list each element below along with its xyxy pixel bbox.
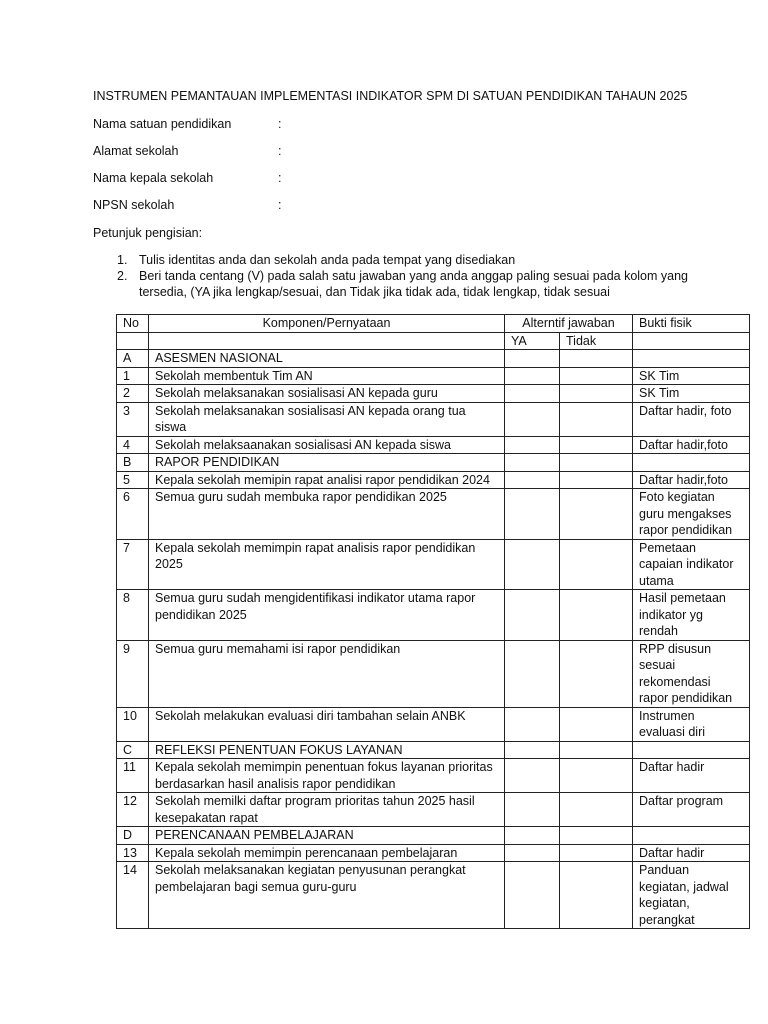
cell-no: 14 [117,862,149,929]
cell-statement: Kepala sekolah memimpin rapat analisis rapor pendidikan 2025 [149,539,505,590]
cell-statement: Semua guru sudah membuka rapor pendidikan 2025 [149,489,505,540]
cell-bukti: SK Tim [633,367,750,385]
subheader-empty [149,332,505,350]
cell-statement: Sekolah melaksanakan sosialisasi AN kepada orang tua siswa [149,402,505,436]
cell-no: 11 [117,759,149,793]
cell-statement: ASESMEN NASIONAL [149,350,505,368]
cell-bukti [633,741,750,759]
cell-bukti [633,827,750,845]
cell-ya-answer[interactable] [505,759,560,793]
instruction-item [93,252,693,268]
field-label: Nama kepala sekolah [93,171,214,185]
cell-bukti: Daftar hadir [633,759,750,793]
cell-ya-answer[interactable] [505,471,560,489]
cell-ya-answer[interactable] [505,844,560,862]
header-komponen: Komponen/Pernyataan [149,315,505,333]
cell-no: 8 [117,590,149,641]
cell-tidak-answer[interactable] [560,640,633,707]
table-header-row [117,315,750,333]
cell-tidak-answer[interactable] [560,707,633,741]
cell-ya-answer[interactable] [505,640,560,707]
cell-no: 9 [117,640,149,707]
cell-ya-answer[interactable] [505,402,560,436]
cell-tidak-answer[interactable] [560,759,633,793]
field-label: NPSN sekolah [93,198,175,212]
cell-tidak-answer[interactable] [560,350,633,368]
table-row [117,741,750,759]
cell-statement: PERENCANAAN PEMBELAJARAN [149,827,505,845]
cell-ya-answer[interactable] [505,793,560,827]
header-bukti: Bukti fisik [633,315,750,333]
table-row [117,367,750,385]
cell-bukti: Daftar hadir,foto [633,471,750,489]
document-title: INSTRUMEN PEMANTAUAN IMPLEMENTASI INDIKATOR SPM DI SATUAN PENDIDIKAN TAHAUN 2025 [93,89,688,103]
cell-tidak-answer[interactable] [560,367,633,385]
cell-bukti: Daftar hadir,foto [633,436,750,454]
field-label: Nama satuan pendidikan [93,117,232,131]
table-row [117,793,750,827]
cell-bukti: Pemetaan capaian indikator utama [633,539,750,590]
cell-bukti: SK Tim [633,385,750,403]
field-colon: : [278,198,282,212]
table-row [117,862,750,929]
cell-bukti: Hasil pemetaan indikator yg rendah [633,590,750,641]
cell-ya-answer[interactable] [505,367,560,385]
cell-tidak-answer[interactable] [560,385,633,403]
table-row [117,454,750,472]
cell-statement: Kepala sekolah memimpin perencanaan pembelajaran [149,844,505,862]
cell-no: B [117,454,149,472]
cell-ya-answer[interactable] [505,539,560,590]
cell-ya-answer[interactable] [505,436,560,454]
instruction-item [93,268,693,300]
cell-tidak-answer[interactable] [560,402,633,436]
header-alternatif: Alterntif jawaban [505,315,633,333]
cell-ya-answer[interactable] [505,707,560,741]
table-row [117,827,750,845]
cell-no: D [117,827,149,845]
cell-no: 2 [117,385,149,403]
cell-no: 7 [117,539,149,590]
table-row [117,844,750,862]
cell-statement: Kepala sekolah memimpin penentuan fokus layanan prioritas berdasarkan hasil analisis rapor pendidikan [149,759,505,793]
field-nama-satuan [93,116,282,132]
cell-tidak-answer[interactable] [560,436,633,454]
cell-statement: Sekolah membentuk Tim AN [149,367,505,385]
cell-statement: Sekolah melaksaanakan sosialisasi AN kepada siswa [149,436,505,454]
cell-bukti: Instrumen evaluasi diri [633,707,750,741]
subheader-empty [633,332,750,350]
cell-statement: Sekolah melakukan evaluasi diri tambahan selain ANBK [149,707,505,741]
cell-ya-answer[interactable] [505,741,560,759]
field-colon: : [278,171,282,185]
table-body [117,350,750,929]
table-row [117,385,750,403]
cell-tidak-answer[interactable] [560,793,633,827]
petunjuk-heading: Petunjuk pengisian: [93,226,203,240]
cell-no: 6 [117,489,149,540]
instruction-text: Beri tanda centang (V) pada salah satu jawaban yang anda anggap paling sesuai pada kolom yang tersedia, (YA jika lengkap/sesuai, dan Tidak jika tidak ada, tidak lengkap, tidak sesuai [139,269,689,299]
cell-statement: Sekolah melaksanakan sosialisasi AN kepada guru [149,385,505,403]
instruction-text: Tulis identitas anda dan sekolah anda pada tempat yang disediakan [139,253,516,267]
cell-bukti: Daftar hadir [633,844,750,862]
cell-tidak-answer[interactable] [560,827,633,845]
cell-bukti [633,350,750,368]
cell-ya-answer[interactable] [505,862,560,929]
cell-bukti: Daftar hadir, foto [633,402,750,436]
table-row [117,471,750,489]
cell-ya-answer[interactable] [505,590,560,641]
cell-no: 12 [117,793,149,827]
cell-statement: Sekolah memilki daftar program prioritas tahun 2025 hasil kesepakatan rapat [149,793,505,827]
cell-no: 4 [117,436,149,454]
cell-no: 1 [117,367,149,385]
table-subheader-row [117,332,750,350]
cell-tidak-answer[interactable] [560,844,633,862]
field-npsn [93,197,282,213]
field-colon: : [278,117,282,131]
cell-tidak-answer[interactable] [560,454,633,472]
cell-tidak-answer[interactable] [560,741,633,759]
cell-no: 3 [117,402,149,436]
cell-bukti: Foto kegiatan guru mengakses rapor pendidikan [633,489,750,540]
table-row [117,759,750,793]
cell-bukti [633,454,750,472]
table-row [117,350,750,368]
cell-bukti: RPP disusun sesuai rekomendasi rapor pendidikan [633,640,750,707]
field-colon: : [278,144,282,158]
cell-no: 5 [117,471,149,489]
table-row [117,436,750,454]
cell-no: 13 [117,844,149,862]
table-row [117,539,750,590]
cell-no: 10 [117,707,149,741]
monitoring-table [116,314,750,929]
cell-ya-answer[interactable] [505,385,560,403]
cell-bukti: Panduan kegiatan, jadwal kegiatan, perangkat [633,862,750,929]
cell-statement: RAPOR PENDIDIKAN [149,454,505,472]
table-row [117,707,750,741]
cell-ya-answer[interactable] [505,827,560,845]
header-tidak: Tidak [560,332,633,350]
table-row [117,590,750,641]
cell-tidak-answer[interactable] [560,489,633,540]
cell-statement: Sekolah melaksanakan kegiatan penyusunan perangkat pembelajaran bagi semua guru-guru [149,862,505,929]
table-row [117,489,750,540]
cell-no: C [117,741,149,759]
table-row [117,402,750,436]
field-nama-kepala [93,170,282,186]
cell-statement: Semua guru sudah mengidentifikasi indikator utama rapor pendidikan 2025 [149,590,505,641]
cell-tidak-answer[interactable] [560,471,633,489]
cell-tidak-answer[interactable] [560,590,633,641]
instruction-number: 2. [117,269,128,283]
cell-ya-answer[interactable] [505,350,560,368]
instruction-list [93,252,693,300]
field-alamat-sekolah [93,143,282,159]
cell-ya-answer[interactable] [505,489,560,540]
table-row [117,640,750,707]
cell-tidak-answer[interactable] [560,539,633,590]
cell-statement: Kepala sekolah memipin rapat analisi rapor pendidikan 2024 [149,471,505,489]
header-no: No [117,315,149,333]
cell-ya-answer[interactable] [505,454,560,472]
cell-statement: Semua guru memahami isi rapor pendidikan [149,640,505,707]
header-ya: YA [505,332,560,350]
cell-statement: REFLEKSI PENENTUAN FOKUS LAYANAN [149,741,505,759]
instruction-number: 1. [117,253,128,267]
cell-no: A [117,350,149,368]
field-label: Alamat sekolah [93,144,179,158]
cell-tidak-answer[interactable] [560,862,633,929]
subheader-empty [117,332,149,350]
cell-bukti: Daftar program [633,793,750,827]
